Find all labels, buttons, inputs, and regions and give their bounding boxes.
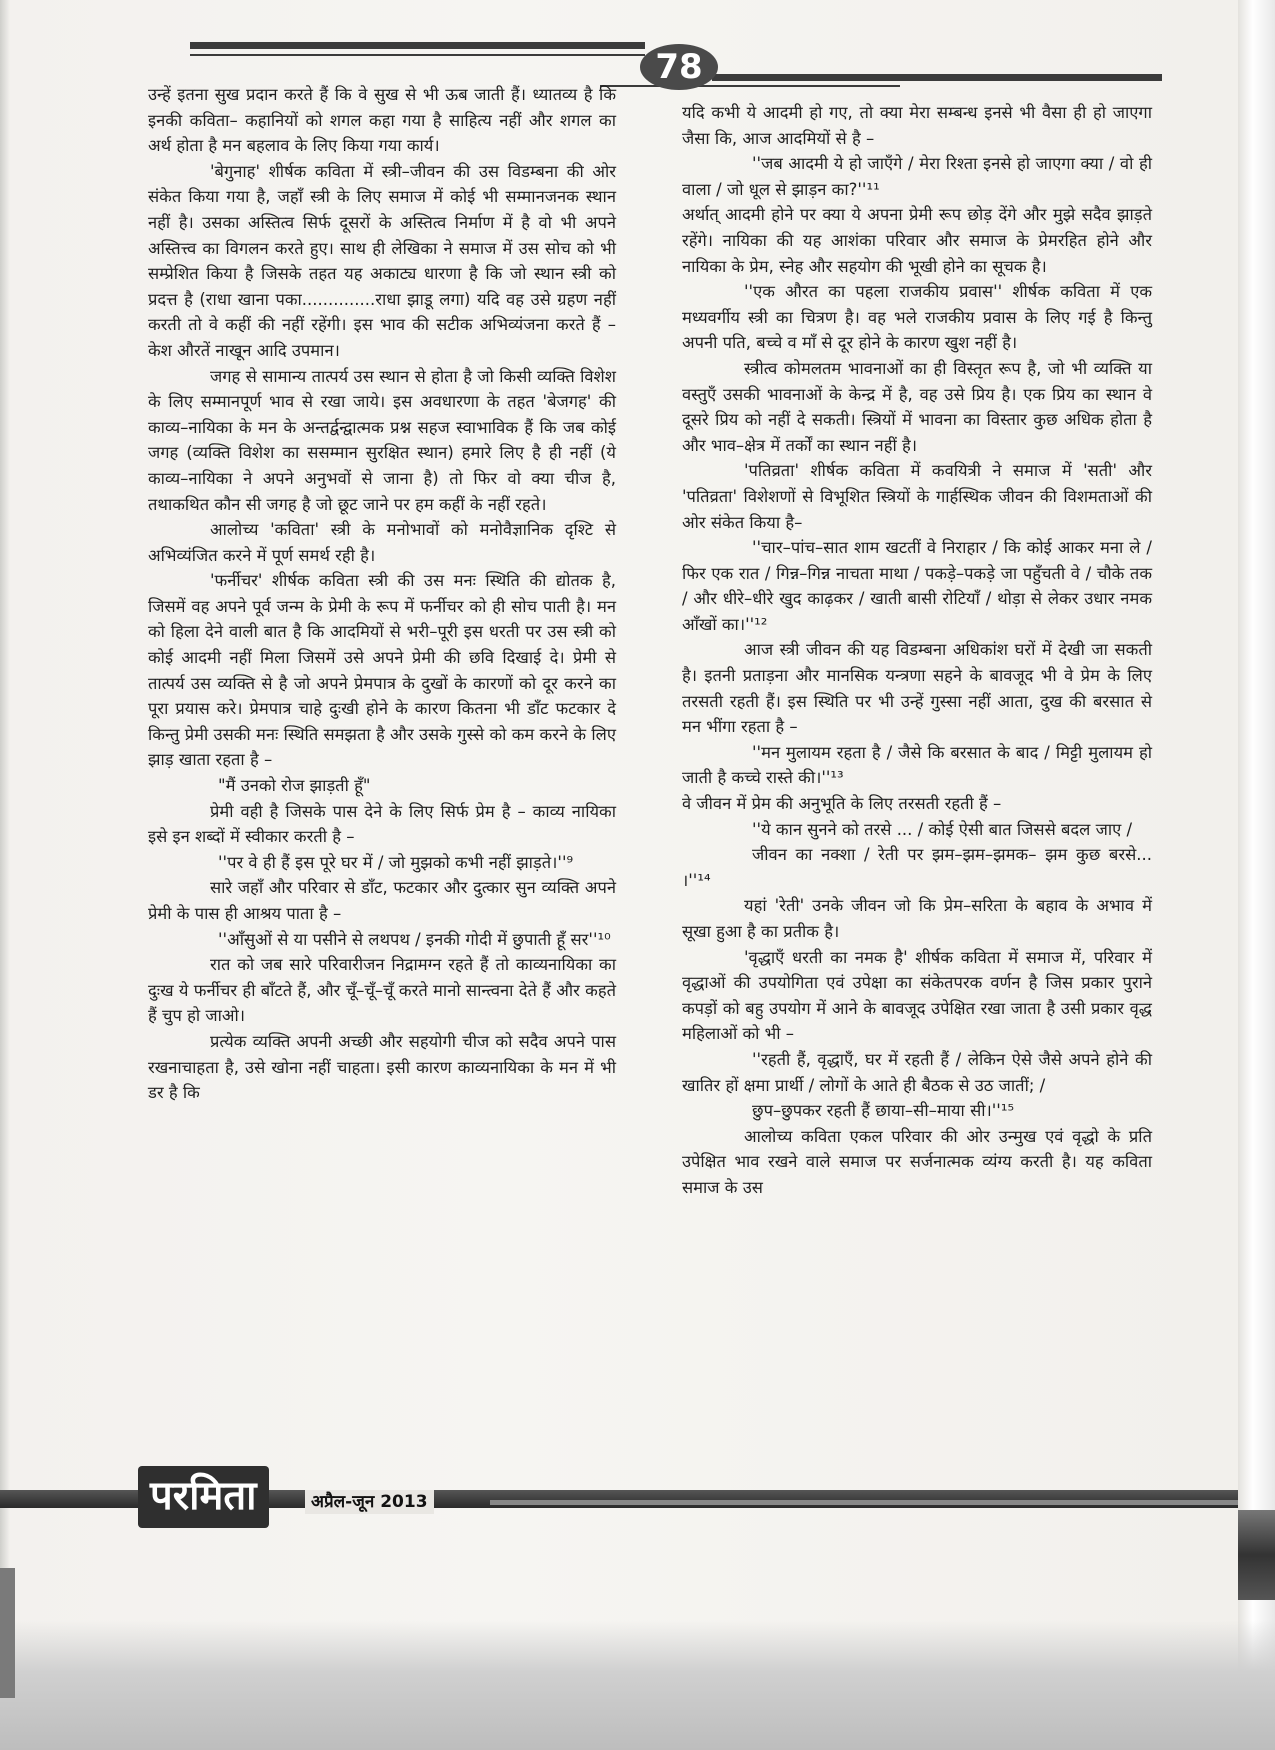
- quoted-verse: ''रहती हैं, वृद्धाएँ, घर में रहती हैं / लेकिन ऐसे जैसे अपने होने की खातिर हों क्षमा प्रार्थी / लोगों के आते ही बैठक से उठ जातीं; /: [682, 1049, 1152, 1095]
- paragraph: उन्हें इतना सुख प्रदान करते हैं कि वे सुख से भी ऊब जाती हैं। ध्यातव्य है कि इनकी कविता– कहानियों को शगल कहा गया है साहित्य नहीं और शगल का अर्थ होता है मन बहलाव के लिए किया गया कार्य।: [148, 85, 616, 156]
- issue-date: अप्रैल-जून 2013: [305, 1490, 434, 1514]
- paragraph: वे जीवन में प्रेम की अनुभूति के लिए तरसती रहती हैं –: [682, 794, 1002, 814]
- quoted-verse: ''जब आदमी ये हो जाएँगे / मेरा रिश्ता इनसे हो जाएगा क्या / वो ही वाला / जो धूल से झाड़न का?''¹¹: [682, 154, 1152, 199]
- paragraph: ''एक औरत का पहला राजकीय प्रवास'' शीर्षक कविता में एक मध्यवर्गीय स्त्री का चित्रण है। वह भले राजकीय प्रवास के लिए गई है किन्तु अपनी पति, बच्चे व माँ से दूर होने के कारण खुश नहीं है।: [682, 282, 1152, 353]
- right-column: [682, 100, 1152, 1201]
- header-rule-left-thin: [190, 54, 645, 56]
- left-edge-mark: [0, 1568, 15, 1698]
- paragraph: स्त्रीत्व कोमलतम भावनाओं का ही विस्तृत रूप है, जो भी व्यक्ति या वस्तुएँ उसकी भावनाओं के केन्द्र में है, वह उसे प्रिय है। एक प्रिय का स्थान वे दूसरे प्रिय को नहीं दे सकती। स्त्रियों में भावना का विस्तार कुछ अधिक होता है और भाव–क्षेत्र में तर्कों का स्थान नहीं है।: [682, 358, 1152, 455]
- facing-page-edge: [1238, 0, 1275, 1750]
- quoted-verse: ''ये कान सुनने को तरसे ... / कोई ऐसी बात जिससे बदल जाए /: [752, 819, 1133, 839]
- facing-page-strip: [1238, 1510, 1275, 1600]
- paragraph: आज स्त्री जीवन की यह विडम्बना अधिकांश घरों में देखी जा सकती है। इतनी प्रताड़ना और मानसिक यन्त्रणा सहने के बावजूद भी वे प्रेम के लिए तरसती रहती हैं। इस स्थिति पर भी उन्हें गुस्सा नहीं आता, दुख की बरसात से मन भींगा रहता है –: [682, 640, 1152, 737]
- paragraph: यहां 'रेती' उनके जीवन जो कि प्रेम–सरिता के बहाव के अभाव में सूखा हुआ है का प्रतीक है।: [682, 896, 1152, 941]
- header-rule-right-thin: [600, 85, 900, 87]
- paragraph: जगह से सामान्य तात्पर्य उस स्थान से होता है जो किसी व्यक्ति विशेश के लिए सम्मानपूर्ण भाव से रखा जाये। इस अवधारणा के तहत 'बेजगह' की काव्य–नायिका के मन के अन्तर्द्वन्द्वात्मक प्रश्न सहज स्वाभाविक हैं कि जब कोई जगह (व्यक्ति विशेश का ससम्मान सुरक्षित स्थान) हमारे लिए है ही नहीं (ये काव्य–नायिका ने अपने अनुभवों से जाना है) तो फिर वो क्या चीज है, तथाकथित कौन सी जगह है जो छूट जाने पर हम कहीं के नहीं रहते।: [148, 366, 616, 514]
- quoted-verse: "मैं उनको रोज झाड़ती हूँ": [218, 776, 371, 796]
- quoted-verse: छुप–छुपकर रहती हैं छाया–सी–माया सी।''¹⁵: [752, 1101, 1015, 1121]
- paragraph: प्रत्येक व्यक्ति अपनी अच्छी और सहयोगी चीज को सदैव अपने पास रखनाचाहता है, उसे खोना नहीं चाहता। इसी कारण काव्यनायिका के मन में भी डर है कि: [148, 1031, 616, 1103]
- left-column: [148, 82, 616, 1106]
- quoted-verse: ''पर वे ही हैं इस पूरे घर में / जो मुझको कभी नहीं झाड़ते।''⁹: [218, 852, 574, 872]
- paragraph: यदि कभी ये आदमी हो गए, तो क्या मेरा सम्बन्ध इनसे भी वैसा ही हो जाएगा जैसा कि, आज आदमियों से है –: [682, 103, 1152, 148]
- header-rule-left: [190, 42, 645, 49]
- quoted-verse: जीवन का नक्शा / रेती पर झम–झम–झमक– झम कुछ बरसे... ।''¹⁴: [682, 845, 1152, 890]
- paragraph: सारे जहाँ और परिवार से डाँट, फटकार और दुत्कार सुन व्यक्ति अपने प्रेमी के पास ही आश्रय पाता है –: [148, 878, 616, 923]
- paragraph: 'वृद्धाएँ धरती का नमक है' शीर्षक कविता में समाज में, परिवार में वृद्धाओं की उपयोगिता एवं उपेक्षा का संकेतपरक वर्णन है जिस प्रकार पुराने कपड़ों को बहु उपयोग में आने के बावजूद उपेक्षित रखा जाता है उसी प्रकार वृद्ध महिलाओं को भी –: [682, 947, 1152, 1044]
- scan-shadow: [0, 1620, 1275, 1750]
- paragraph: अर्थात् आदमी होने पर क्या ये अपना प्रेमी रूप छोड़ देंगे और मुझे सदैव झाड़ते रहेंगे। नायिका की यह आशंका परिवार और समाज के प्रेमरहित होने और नायिका के प्रेम, स्नेह और सहयोग की भूखी होने का सूचक है।: [682, 205, 1152, 276]
- paragraph: आलोच्य 'कविता' स्त्री के मनोभावों को मनोवैज्ञानिक दृश्टि से अभिव्यंजित करने में पूर्ण समर्थ रही है।: [148, 520, 616, 565]
- paragraph: 'बेगुनाह' शीर्षक कविता में स्त्री–जीवन की उस विडम्बना की ओर संकेत किया गया है, जहाँ स्त्री के लिए समाज में कोई भी सम्मानजनक स्थान नहीं है। उसका अस्तित्व सिर्फ दूसरों के अस्तित्व निर्माण में है वो भी अपने अस्तित्त्व का विगलन करते हुए। साथ ही लेखिका ने समाज में उस सोच को भी सम्प्रेशित किया है जिसके तहत यह अकाट्य धारणा है कि जो स्थान स्त्री को प्रदत्त है (राधा खाना पका..............राधा झाडू लगा) यदि वह उसे ग्रहण नहीं करती तो वे कहीं की नहीं रहेंगी। इस भाव की सटीक अभिव्यंजना करते हैं – केश औरतें नाखून आदि उपमान।: [148, 161, 616, 360]
- paragraph: 'फर्नीचर' शीर्षक कविता स्त्री की उस मनः स्थिति की द्योतक है, जिसमें वह अपने पूर्व जन्म के प्रेमी के रूप में फर्नीचर को ही सोच पाती है। मन को हिला देने वाली बात है कि आदमियों से भरी–पूरी इस धरती पर उस स्त्री को कोई आदमी नहीं मिला जिसमें उसे अपने प्रेमी की छवि दिखाई दे। प्रेमी से तात्पर्य उस व्यक्ति से है जो अपने प्रेमपात्र के दुखों के कारणों को दूर करने का पूरा प्रयास करे। प्रेमपात्र चाहे दुःखी होने के कारण कितना भी डाँट फटकार दे किन्तु प्रेमी उसकी मनः स्थिति समझता है और उसके गुस्से को कम करने के लिए झाड़ खाता रहता है –: [148, 571, 616, 770]
- page-number: 78: [640, 44, 718, 90]
- quoted-verse: ''चार–पांच–सात शाम खटतीं वे निराहार / कि कोई आकर मना ले / फिर एक रात / गिन्न–गिन्न नाचता माथा / पकड़े–पकड़े जा पहुँचती वे / चौके तक / और धीरे–धीरे खुद काढ़कर / खाती बासी रोटियाँ / थोड़ा से लेकर उधार नमक आँखों का।''¹²: [682, 538, 1152, 634]
- quoted-verse: ''मन मुलायम रहता है / जैसे कि बरसात के बाद / मिट्टी मुलायम हो जाती है कच्चे रास्ते की।''¹³: [682, 742, 1152, 788]
- paragraph: 'पतिव्रता' शीर्षक कविता में कवयित्री ने समाज में 'सती' और 'पतिव्रता' विशेशणों से विभूशित स्त्रियों के गार्हस्थिक जीवन की विशमताओं की ओर संकेत किया है–: [682, 461, 1152, 532]
- footer-rule: [490, 1500, 1238, 1505]
- quoted-verse: ''आँसुओं से या पसीने से लथपथ / इनकी गोदी में छुपाती हूँ सर''¹⁰: [218, 929, 611, 949]
- header-rule-right: [712, 74, 1162, 81]
- paragraph: प्रेमी वही है जिसके पास देने के लिए सिर्फ प्रेम है – काव्य नायिका इसे इन शब्दों में स्वीकार करती है –: [148, 801, 616, 847]
- paragraph: आलोच्य कविता एकल परिवार की ओर उन्मुख एवं वृद्धो के प्रति उपेक्षित भाव रखने वाले समाज पर सर्जनात्मक व्यंग्य करती है। यह कविता समाज के उस: [682, 1126, 1152, 1197]
- magazine-logo: परमिता: [138, 1466, 269, 1528]
- paragraph: रात को जब सारे परिवारीजन निद्रामग्न रहते हैं तो काव्यनायिका का दुःख ये फर्नीचर ही बाँटते हैं, और चूँ–चूँ–चूँ करते मानो सान्त्वना देते हैं और कहते हैं चुप हो जाओ।: [148, 955, 616, 1026]
